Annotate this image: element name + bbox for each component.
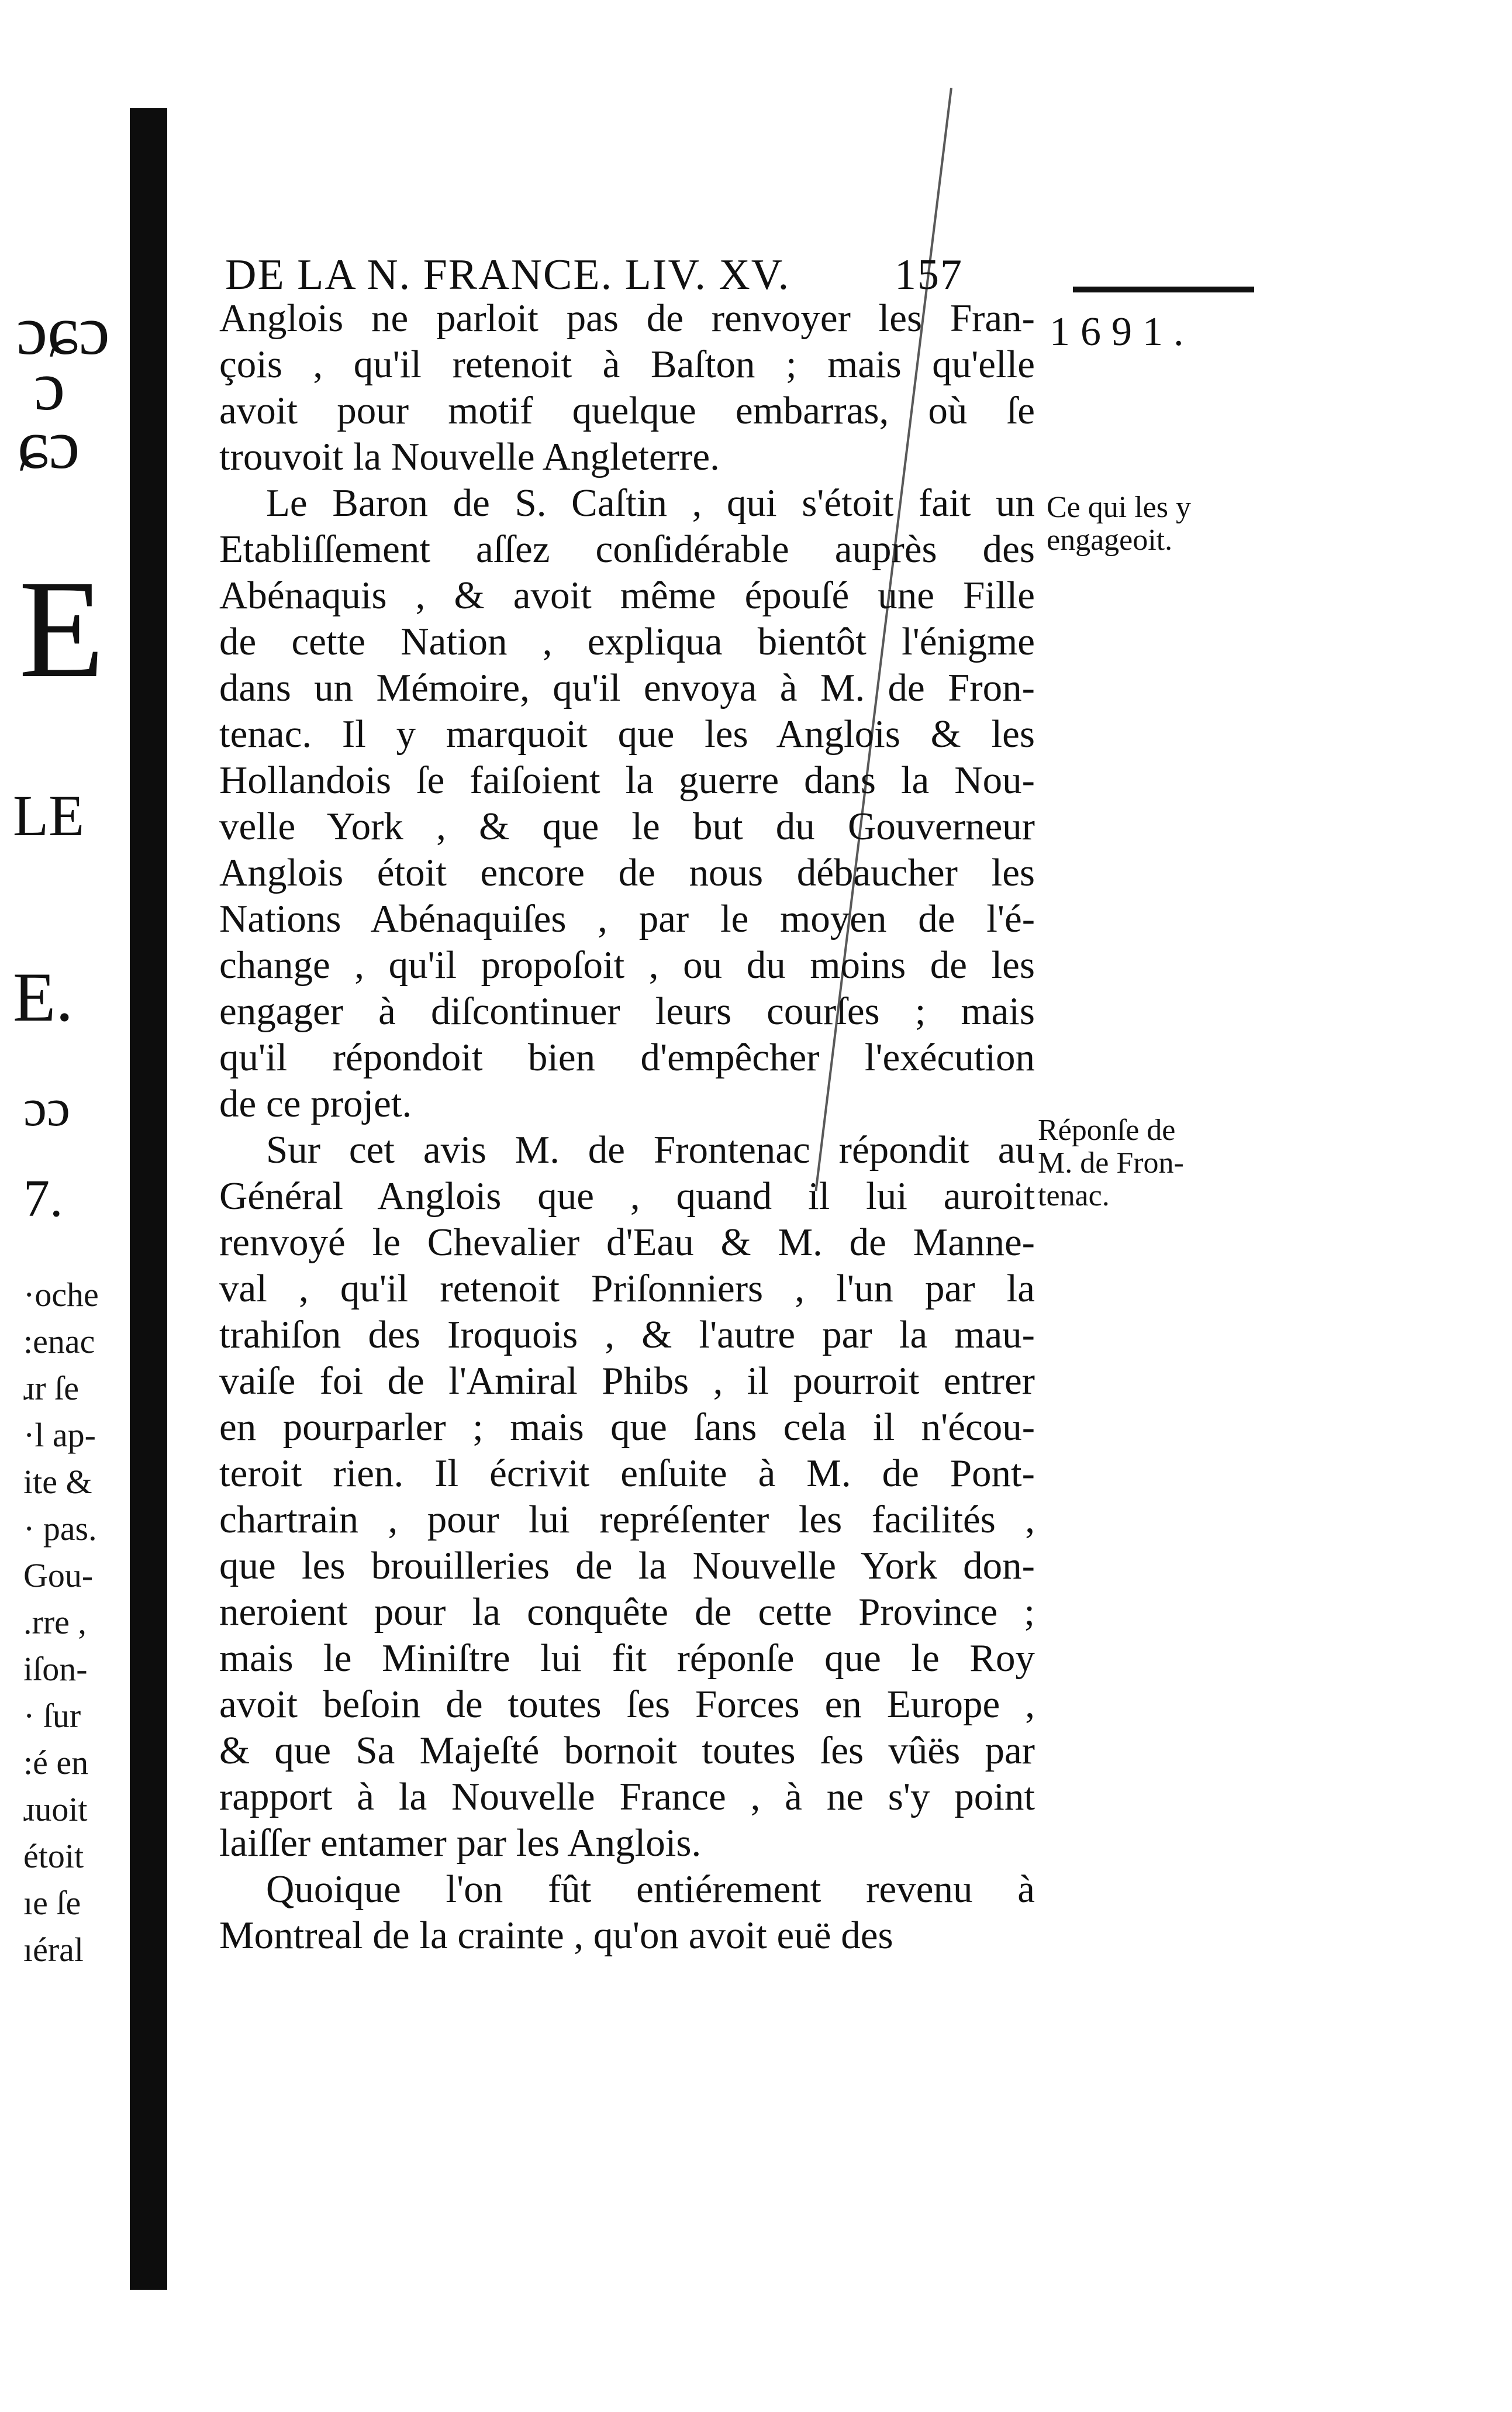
text-line: tenac. Il y marquoit que les Anglois & les	[219, 712, 1035, 756]
text-line: engager à diſcontinuer leurs courſes ; mais	[219, 990, 1035, 1033]
header-rule	[1073, 287, 1254, 292]
main-text-block	[219, 295, 1035, 1959]
text-line: change , qu'il propoſoit , ou du moins de les	[219, 943, 1035, 987]
fragment-line: ite &	[23, 1463, 92, 1501]
text-line: vaiſe foi de l'Amiral Phibs , il pourroit entrer	[219, 1359, 1035, 1403]
margin-note-reply	[1038, 1114, 1184, 1212]
text-line: & que Sa Majeſté bornoit toutes ſes vûës par	[219, 1729, 1035, 1772]
text-line: val , qu'il retenoit Priſonniers , l'un par la	[219, 1267, 1035, 1310]
margin-note-motive	[1047, 491, 1191, 557]
text-line: mais le Miniſtre lui fit réponſe que le Roy	[219, 1636, 1035, 1680]
text-line: Hollandois ſe faiſoient la guerre dans la Nou-	[219, 759, 1035, 802]
margin-note-line: M. de Fron-	[1038, 1146, 1184, 1180]
fragment-line: ɹr ſe	[23, 1369, 79, 1407]
margin-note-line: Ce qui les y	[1047, 491, 1191, 524]
text-line: dans un Mémoire, qu'il envoya à M. de Fron-	[219, 666, 1035, 709]
seven-fragment: 7.	[23, 1170, 63, 1228]
margin-note-line: Réponſe de	[1038, 1114, 1176, 1147]
text-line: laiſſer entamer par les Anglois.	[219, 1821, 702, 1865]
fragment-line: Gou-	[23, 1556, 94, 1594]
fragment-line: iſon-	[23, 1650, 88, 1688]
le-fragment: LE	[13, 783, 85, 848]
text-line: en pourparler ; mais que ſans cela il n'écou-	[219, 1405, 1035, 1449]
fragment-line: .rre ,	[23, 1603, 87, 1641]
text-line: neroient pour la conquête de cette Province ;	[219, 1590, 1035, 1634]
fragment-line: étoit	[23, 1837, 84, 1875]
text-line: trouvoit la Nouvelle Angleterre.	[219, 435, 720, 478]
fragment-line: · ſur	[23, 1697, 81, 1735]
ornament-2: ɔ	[34, 347, 65, 425]
text-line: Quoique l'on fût entiérement revenu à	[266, 1867, 1035, 1911]
ornament-top: ɔɕɔ	[16, 291, 110, 369]
text-line: Anglois ne parloit pas de renvoyer les Fran-	[219, 297, 1035, 340]
text-line: Général Anglois que , quand il lui auroit	[219, 1174, 1035, 1218]
text-line: chartrain , pour lui repréſenter les facilités ,	[219, 1498, 1035, 1541]
text-line: rapport à la Nouvelle France , à ne s'y point	[219, 1775, 1035, 1818]
text-line: renvoyé le Chevalier d'Eau & M. de Manne-	[219, 1221, 1035, 1264]
drop-letter-fragment: E	[19, 551, 105, 707]
text-line: Abénaquis , & avoit même épouſé une Fille	[219, 574, 1035, 617]
text-line: Etabliſſement aſſez conſidérable auprès des	[219, 528, 1035, 571]
text-line: trahiſon des Iroquois , & l'autre par la mau-	[219, 1313, 1035, 1356]
ornament-3: ɕɔ	[18, 405, 80, 483]
text-line: de cette Nation , expliqua bientôt l'énigme	[219, 620, 1035, 663]
text-line: Le Baron de S. Caſtin , qui s'étoit fait un	[266, 481, 1035, 525]
fragment-line: ɹuoit	[23, 1790, 88, 1828]
text-line: qu'il répondoit bien d'empêcher l'exécution	[219, 1036, 1035, 1079]
margin-note-line: engageoit.	[1047, 523, 1173, 557]
text-line: çois , qu'il retenoit à Baſton ; mais qu'elle	[219, 343, 1035, 386]
fragment-line: ·l ap-	[23, 1416, 96, 1454]
fragment-line: ıe ſe	[23, 1884, 81, 1922]
fragment-line: :é en	[23, 1743, 89, 1782]
previous-page-edge	[0, 0, 130, 2412]
marginal-year: 1691.	[1050, 309, 1195, 354]
running-title: DE LA N. FRANCE. LIV. XV.	[225, 251, 790, 299]
text-line: Anglois étoit encore de nous débaucher les	[219, 851, 1035, 894]
running-header	[225, 251, 963, 299]
fragment-line: ıéral	[23, 1931, 84, 1969]
binding-gutter	[130, 108, 167, 2290]
ornament-4: ɔɔ	[23, 1079, 70, 1137]
text-line: avoit pour motif quelque embarras, où ſe	[219, 389, 1035, 432]
text-line: de ce projet.	[219, 1082, 412, 1125]
text-line: teroit rien. Il écrivit enſuite à M. de Pont-	[219, 1452, 1035, 1495]
e-fragment: E.	[13, 958, 74, 1036]
fragment-line: ·oche	[23, 1276, 99, 1314]
text-line: que les brouilleries de la Nouvelle York don-	[219, 1544, 1035, 1587]
text-line: Nations Abénaquiſes , par le moyen de l'é-	[219, 897, 1035, 940]
text-line: velle York , & que le but du Gouverneur	[219, 805, 1035, 848]
page-number: 157	[895, 251, 963, 299]
text-line: avoit beſoin de toutes ſes Forces en Europe ,	[219, 1683, 1035, 1726]
text-line: Sur cet avis M. de Frontenac répondit au	[266, 1128, 1035, 1171]
text-line: Montreal de la crainte , qu'on avoit euë des	[219, 1914, 893, 1957]
fragment-line: :enac	[23, 1322, 95, 1360]
margin-note-line: tenac.	[1038, 1179, 1110, 1212]
fragment-line: · pas.	[23, 1510, 97, 1548]
